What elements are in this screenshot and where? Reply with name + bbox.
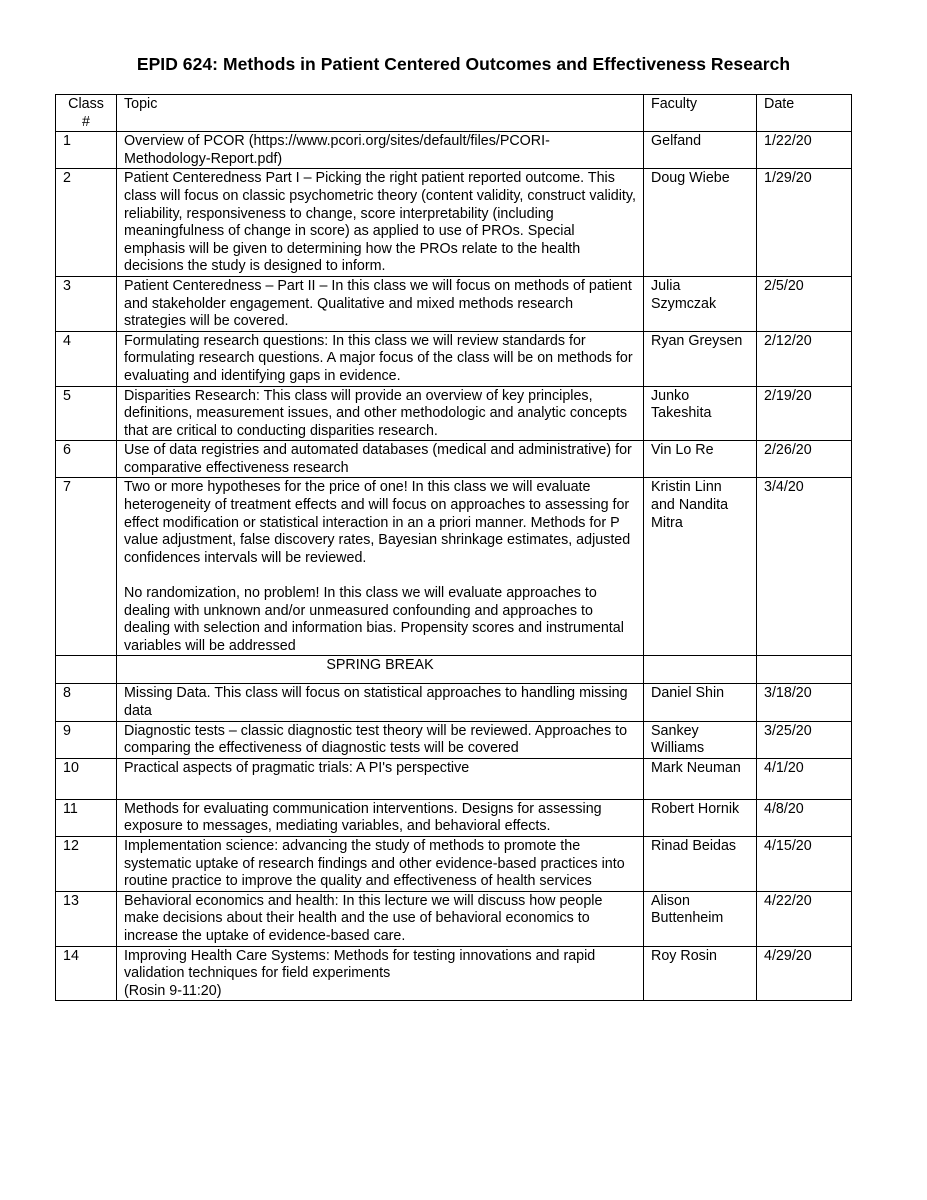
date-cell: 2/26/20 bbox=[757, 441, 852, 478]
faculty-cell: Vin Lo Re bbox=[644, 441, 757, 478]
date-cell: 4/8/20 bbox=[757, 799, 852, 836]
date-cell: 3/18/20 bbox=[757, 684, 852, 721]
table-row bbox=[56, 132, 852, 169]
topic-cell bbox=[117, 478, 644, 656]
header-topic: Topic bbox=[117, 95, 644, 132]
date-cell bbox=[757, 656, 852, 684]
spring-break-row bbox=[56, 656, 852, 684]
table-row bbox=[56, 169, 852, 277]
class-number: 8 bbox=[56, 684, 117, 721]
page-title: EPID 624: Methods in Patient Centered Outcomes and Effectiveness Research bbox=[136, 54, 791, 74]
table-row bbox=[56, 758, 852, 799]
faculty-cell: Sankey Williams bbox=[644, 721, 757, 758]
class-number: 1 bbox=[56, 132, 117, 169]
faculty-cell: Roy Rosin bbox=[644, 946, 757, 1001]
table-row bbox=[56, 946, 852, 1001]
class-number: 10 bbox=[56, 758, 117, 799]
table-row bbox=[56, 891, 852, 946]
topic-cell: Disparities Research: This class will provide an overview of key principles, definitions, measurement issues, and other methodologic and analytic concepts that are critical to conducting disparities research. bbox=[117, 386, 644, 441]
table-row bbox=[56, 331, 852, 386]
class-number: 5 bbox=[56, 386, 117, 441]
topic-cell: Diagnostic tests – classic diagnostic test theory will be reviewed. Approaches to comparing the effectiveness of diagnostic tests will be covered bbox=[117, 721, 644, 758]
table-header-row bbox=[56, 95, 852, 132]
faculty-cell: Julia Szymczak bbox=[644, 276, 757, 331]
table-row bbox=[56, 276, 852, 331]
table-row bbox=[56, 386, 852, 441]
class-number: 9 bbox=[56, 721, 117, 758]
header-date: Date bbox=[757, 95, 852, 132]
topic-cell: Formulating research questions: In this class we will review standards for formulating research questions. A major focus of the class will be on methods for evaluating and identifying gaps in evidence. bbox=[117, 331, 644, 386]
topic-cell: Use of data registries and automated databases (medical and administrative) for comparative effectiveness research bbox=[117, 441, 644, 478]
class-number: 2 bbox=[56, 169, 117, 277]
topic-cell: Patient Centeredness – Part II – In this class we will focus on methods of patient and stakeholder engagement. Qualitative and mixed methods research strategies will be covered. bbox=[117, 276, 644, 331]
date-cell: 4/22/20 bbox=[757, 891, 852, 946]
date-cell: 3/4/20 bbox=[757, 478, 852, 656]
topic-cell: Implementation science: advancing the study of methods to promote the systematic uptake of research findings and other evidence-based practices into routine practice to improve the quality and effectiveness of health services bbox=[117, 836, 644, 891]
date-cell: 3/25/20 bbox=[757, 721, 852, 758]
faculty-cell: Daniel Shin bbox=[644, 684, 757, 721]
faculty-cell: Kristin Linn and Nandita Mitra bbox=[644, 478, 757, 656]
table-row bbox=[56, 836, 852, 891]
table-row bbox=[56, 478, 852, 656]
faculty-cell: Rinad Beidas bbox=[644, 836, 757, 891]
topic-cell bbox=[117, 656, 644, 684]
class-number bbox=[56, 656, 117, 684]
table-row bbox=[56, 441, 852, 478]
class-number: 6 bbox=[56, 441, 117, 478]
faculty-cell: Junko Takeshita bbox=[644, 386, 757, 441]
table-row bbox=[56, 721, 852, 758]
topic-cell: Behavioral economics and health: In this lecture we will discuss how people make decisions about their health and the use of behavioral economics to increase the uptake of evidence-based care. bbox=[117, 891, 644, 946]
class-number: 3 bbox=[56, 276, 117, 331]
date-cell: 2/12/20 bbox=[757, 331, 852, 386]
date-cell: 2/5/20 bbox=[757, 276, 852, 331]
faculty-cell: Robert Hornik bbox=[644, 799, 757, 836]
header-class-number: Class # bbox=[56, 95, 117, 132]
faculty-cell: Mark Neuman bbox=[644, 758, 757, 799]
topic-note: (Rosin 9-11:20) bbox=[124, 982, 222, 999]
date-cell: 2/19/20 bbox=[757, 386, 852, 441]
class-number: 4 bbox=[56, 331, 117, 386]
date-cell: 4/29/20 bbox=[757, 946, 852, 1001]
class-number: 14 bbox=[56, 946, 117, 1001]
date-cell: 1/22/20 bbox=[757, 132, 852, 169]
topic-cell: Patient Centeredness Part I – Picking the right patient reported outcome. This class will focus on classic psychometric theory (content validity, construct validity, reliability, responsiveness to change, score interpretability (including meaningfulness of change in score) as applied to use of PROs. Special emphasis will be given to determining how the PROs relate to the health decisions the study is designed to inform. bbox=[117, 169, 644, 277]
topic-cell: Practical aspects of pragmatic trials: A PI's perspective bbox=[117, 758, 644, 799]
faculty-cell: Gelfand bbox=[644, 132, 757, 169]
table-row bbox=[56, 684, 852, 721]
topic-paragraph: No randomization, no problem! In this class we will evaluate approaches to dealing with unknown and/or unmeasured confounding and approaches to dealing with selection and information bias. Propensity scores and instrumental variables will be addressed bbox=[124, 585, 624, 654]
faculty-cell: Doug Wiebe bbox=[644, 169, 757, 277]
faculty-cell: Ryan Greysen bbox=[644, 331, 757, 386]
faculty-cell bbox=[644, 656, 757, 684]
class-number: 13 bbox=[56, 891, 117, 946]
date-cell: 1/29/20 bbox=[757, 169, 852, 277]
course-schedule-table bbox=[55, 94, 852, 1001]
date-cell: 4/15/20 bbox=[757, 836, 852, 891]
class-number: 11 bbox=[56, 799, 117, 836]
topic-cell: Methods for evaluating communication interventions. Designs for assessing exposure to messages, mediating variables, and behavioral effects. bbox=[117, 799, 644, 836]
class-number: 7 bbox=[56, 478, 117, 656]
table-row bbox=[56, 799, 852, 836]
date-cell: 4/1/20 bbox=[757, 758, 852, 799]
faculty-cell: Alison Buttenheim bbox=[644, 891, 757, 946]
topic-cell bbox=[117, 946, 644, 1001]
topic-cell: Overview of PCOR (https://www.pcori.org/sites/default/files/PCORI-Methodology-Report.pdf) bbox=[117, 132, 644, 169]
spring-break-label: SPRING BREAK bbox=[326, 657, 434, 674]
class-number: 12 bbox=[56, 836, 117, 891]
topic-paragraph: Two or more hypotheses for the price of one! In this class we will evaluate heterogeneity of treatment effects and will focus on approaches to assessing for effect modification or statistical interaction in an a priori manner. Methods for P value adjustment, false discovery rates, Bayesian shrinkage estimates, adjusted confidences intervals will be reviewed. bbox=[124, 479, 631, 566]
topic-text: Improving Health Care Systems: Methods for testing innovations and rapid validation techniques for field experiments bbox=[124, 947, 596, 982]
header-faculty: Faculty bbox=[644, 95, 757, 132]
topic-cell: Missing Data. This class will focus on statistical approaches to handling missing data bbox=[117, 684, 644, 721]
